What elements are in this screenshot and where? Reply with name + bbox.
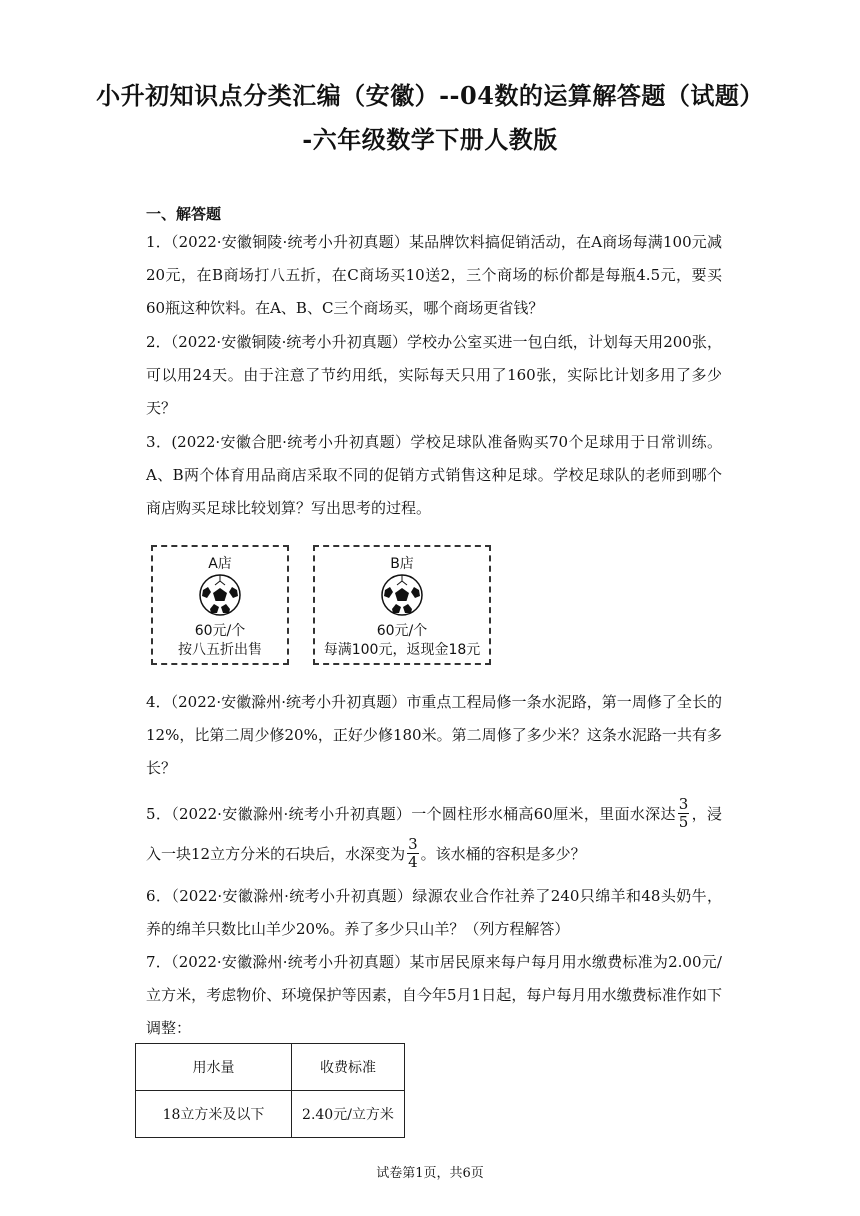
fraction-three-fifths	[678, 796, 690, 831]
table-header-row	[136, 1044, 405, 1091]
table-header-cell: 用水量	[136, 1044, 292, 1091]
question-3: 3．(2022·安徽合肥·统考小升初真题）学校足球队准备购买70个足球用于日常训练。A、B两个体育用品商店采取不同的促销方式销售这种足球。学校足球队的老师到哪个商店购买足球比较划算？写出思考的过程。	[146, 433, 722, 517]
table-header-cell: 收费标准	[292, 1044, 405, 1091]
question-7: 7．（2022·安徽滁州·统考小升初真题）某市居民原来每户每月用水缴费标准为2.00元/立方米，考虑物价、环境保护等因素，自今年5月1日起，每户每月用水缴费标准作如下调整：	[146, 953, 722, 1037]
table-cell: 18立方米及以下	[136, 1091, 292, 1138]
shop-a-card	[151, 545, 289, 665]
table-cell: 2.40元/立方米	[292, 1091, 405, 1138]
shop-b-name: B店	[390, 556, 414, 572]
question-6: 6．（2022·安徽滁州·统考小升初真题）绿源农业合作社养了240只绵羊和48头奶牛，养的绵羊只数比山羊少20%。养了多少只山羊？（列方程解答）	[146, 887, 722, 938]
page-footer: 试卷第1页，共6页	[376, 1166, 484, 1181]
water-fee-table	[135, 1043, 405, 1138]
question-5-text-b: ，浸入一块12立方分米的石块后，水深变为	[146, 805, 722, 863]
shop-b-price: 60元/个	[376, 623, 428, 639]
question-1: 1．（2022·安徽铜陵·统考小升初真题）某品牌饮料搞促销活动，在A商场每满100元减20元，在B商场打八五折，在C商场买10送2，三个商场的标价都是每瓶4.5元，要买60瓶这种饮料。在A、B、C三个商场买，哪个商场更省钱？	[146, 233, 722, 317]
shop-a-promo: 按八五折出售	[178, 642, 262, 658]
fraction-denominator: 5	[678, 812, 689, 831]
soccer-ball-icon	[198, 573, 242, 617]
shop-a-name: A店	[208, 556, 232, 572]
fraction-denominator: 4	[408, 852, 418, 871]
document-title-line1: 小升初知识点分类汇编（安徽）--04数的运算解答题（试题）	[96, 81, 764, 110]
question-4: 4．（2022·安徽滁州·统考小升初真题）市重点工程局修一条水泥路，第一周修了全长的12%，比第二周少修20%，正好少修180米。第二周修了多少米？这条水泥路一共有多长？	[146, 693, 722, 777]
document-title-line2: -六年级数学下册人教版	[302, 125, 558, 154]
shop-b-card	[313, 545, 491, 665]
question-5-text-a: 5．（2022·安徽滁州·统考小升初真题）一个圆柱形水桶高60厘米，里面水深达	[146, 805, 676, 823]
fraction-numerator: 3	[678, 794, 689, 813]
shop-a-price: 60元/个	[194, 623, 246, 639]
table-row	[136, 1091, 405, 1138]
fraction-three-quarters	[407, 836, 419, 871]
question-5	[146, 794, 722, 874]
soccer-ball-icon	[380, 573, 424, 617]
fraction-numerator: 3	[408, 834, 418, 853]
question-5-text-c: 。该水桶的容积是多少？	[420, 845, 586, 863]
section-heading: 一、解答题	[146, 205, 222, 223]
question-2: 2．（2022·安徽铜陵·统考小升初真题）学校办公室买进一包白纸，计划每天用200张，可以用24天。由于注意了节约用纸，实际每天只用了160张，实际比计划多用了多少天？	[146, 333, 722, 417]
shop-b-promo: 每满100元，返现金18元	[323, 642, 481, 658]
